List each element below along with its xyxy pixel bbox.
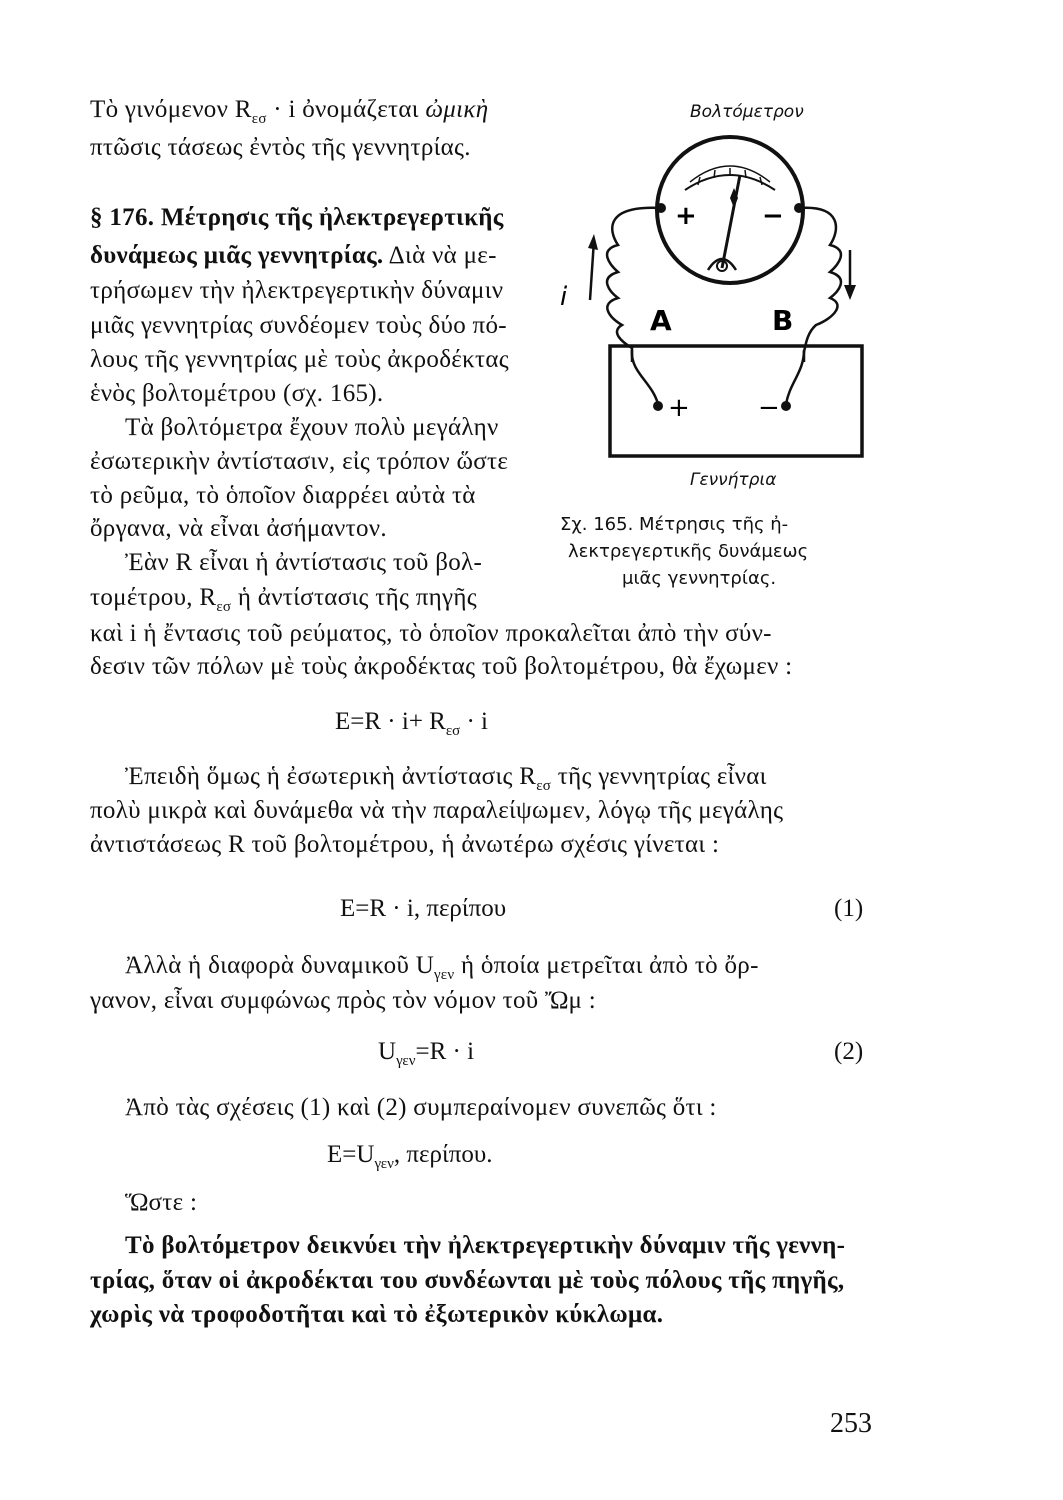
dial-minus-sign: − bbox=[762, 201, 784, 231]
since-line-3: ἀντιστάσεως R τοῦ βολτομέτρου, ἡ ἀνωτέρω σχέσις γίνεται : bbox=[90, 831, 720, 858]
but-line-2: γανον, εἶναι συμφώνως πρὸς τὸν νόμον τοῦ Ὤμ : bbox=[90, 987, 597, 1014]
since-line-2: πολὺ μικρὰ καὶ δυνάμεθα νὰ τὴν παραλείψωμεν, λόγῳ τῆς μεγάλης bbox=[90, 797, 784, 824]
voltmeters-line-2: ἐσωτερικὴν ἀντίστασιν, εἰς τρόπον ὥστε bbox=[90, 448, 509, 475]
equation-4: $E=U_{\gamma\varepsilon\nu}$, περίπου. bbox=[327, 1141, 493, 1172]
conclusion-line-2: τρίας, ὅταν οἱ ἀκροδέκται του συνδέωνται μὲ τοὺς πόλους τῆς πηγῆς, bbox=[90, 1267, 845, 1294]
generator-plus-sign: + bbox=[668, 393, 690, 423]
figure-165-diagram bbox=[550, 120, 870, 500]
current-symbol: i bbox=[560, 282, 568, 312]
if-line-4: δεσιν τῶν πόλων μὲ τοὺς ἀκροδέκτας τοῦ βολτομέτρου, θὰ ἔχωμεν : bbox=[90, 653, 793, 680]
section-line-2: δυνάμεως μιᾶς γεννητρίας. Διὰ νὰ με- bbox=[90, 242, 497, 269]
terminal-b-label: B bbox=[772, 304, 794, 337]
generator-negative-pole bbox=[781, 401, 791, 411]
intro-line-1: Τὸ γινόμενον $R_{\varepsilon\sigma} \cdot i$ ὀνομάζεται ὠμικὴ bbox=[90, 96, 489, 127]
but-line-1: Ἀλλὰ ἡ διαφορὰ δυναμικοῦ $U_{\gamma\varepsilon\nu}$ ἡ ὁποία μετρεῖται ἀπὸ τὸ ὄρ- bbox=[125, 952, 759, 983]
voltmeters-line-3: τὸ ρεῦμα, τὸ ὁποῖον διαρρέει αὐτὰ τὰ bbox=[90, 482, 476, 509]
voltmeter-needle bbox=[722, 175, 740, 268]
equation-2: E=R · i, περίπου bbox=[340, 895, 507, 922]
conclusion-line-1: Τὸ βολτόμετρον δεικνύει τὴν ἠλεκτρεγερτικὴν δύναμιν τῆς γεννη- bbox=[125, 1232, 846, 1259]
so-line: Ὥστε : bbox=[125, 1189, 198, 1216]
if-line-3: καὶ i ἡ ἔντασις τοῦ ρεύματος, τὸ ὁποῖον προκαλεῖται ἀπὸ τὴν σύν- bbox=[90, 620, 772, 647]
section-heading-line-1: § 176. Μέτρησις τῆς ἠλεκτρεγερτικῆς bbox=[90, 204, 504, 231]
intro-line-2: πτῶσις τάσεως ἐντὸς τῆς γεννητρίας. bbox=[90, 134, 471, 161]
section-line-5: λους τῆς γεννητρίας μὲ τοὺς ἀκροδέκτας bbox=[90, 346, 509, 373]
voltmeter-label: Βολτόμετρον bbox=[690, 102, 804, 122]
equation-3: $U_{\gamma\varepsilon\nu}=R \cdot i$ bbox=[378, 1038, 475, 1069]
generator-label: Γεννήτρια bbox=[690, 470, 777, 490]
if-line-1: Ἐὰν R εἶναι ἡ ἀντίστασις τοῦ βολ- bbox=[125, 549, 483, 576]
conclusion-line-3: χωρὶς νὰ τροφοδοτῆται καὶ τὸ ἐξωτερικὸν κύκλωμα. bbox=[90, 1301, 664, 1328]
right-coiled-wire bbox=[799, 208, 841, 362]
voltmeters-line-1: Τὰ βολτόμετρα ἔχουν πολὺ μεγάλην bbox=[125, 414, 499, 441]
terminal-a-label: A bbox=[650, 304, 672, 337]
figure-caption-line-1: Σχ. 165. Μέτρησις τῆς ἠ- bbox=[560, 514, 789, 535]
section-line-3: τρήσωμεν τὴν ἠλεκτρεγερτικὴν δύναμιν bbox=[90, 277, 504, 304]
generator-box bbox=[610, 346, 862, 456]
figure-caption-line-3: μιᾶς γεννητρίας. bbox=[622, 568, 777, 589]
from-line-1: Ἀπὸ τὰς σχέσεις (1) καὶ (2) συμπεραίνομεν συνεπῶς ὅτι : bbox=[125, 1094, 717, 1121]
section-line-4: μιᾶς γεννητρίας συνδέομεν τοὺς δύο πό- bbox=[90, 312, 507, 339]
left-coiled-wire bbox=[607, 208, 661, 362]
section-line-6: ἑνὸς βολτομέτρου (σχ. 165). bbox=[90, 380, 384, 407]
dial-plus-sign: + bbox=[675, 201, 697, 231]
equation-1: $E=R \cdot i+ R_{\varepsilon\sigma} \cdot i$ bbox=[335, 708, 489, 739]
since-line-1: Ἐπειδὴ ὅμως ἡ ἐσωτερικὴ ἀντίστασις $R_{\varepsilon\sigma}$ τῆς γεννητρίας εἶναι bbox=[125, 763, 767, 794]
generator-positive-pole bbox=[653, 401, 663, 411]
voltmeters-line-4: ὄργανα, νὰ εἶναι ἀσήμαντον. bbox=[90, 515, 387, 542]
figure-caption-line-2: λεκτρεγερτικῆς δυνάμεως bbox=[568, 541, 809, 562]
equation-3-number: (2) bbox=[834, 1038, 864, 1065]
page-number: 253 bbox=[830, 1408, 872, 1439]
generator-minus-sign: − bbox=[758, 393, 780, 423]
equation-2-number: (1) bbox=[834, 895, 864, 922]
if-line-2: τομέτρου, $R_{\varepsilon\sigma}$ ἡ ἀντίστασις τῆς πηγῆς bbox=[90, 584, 477, 615]
